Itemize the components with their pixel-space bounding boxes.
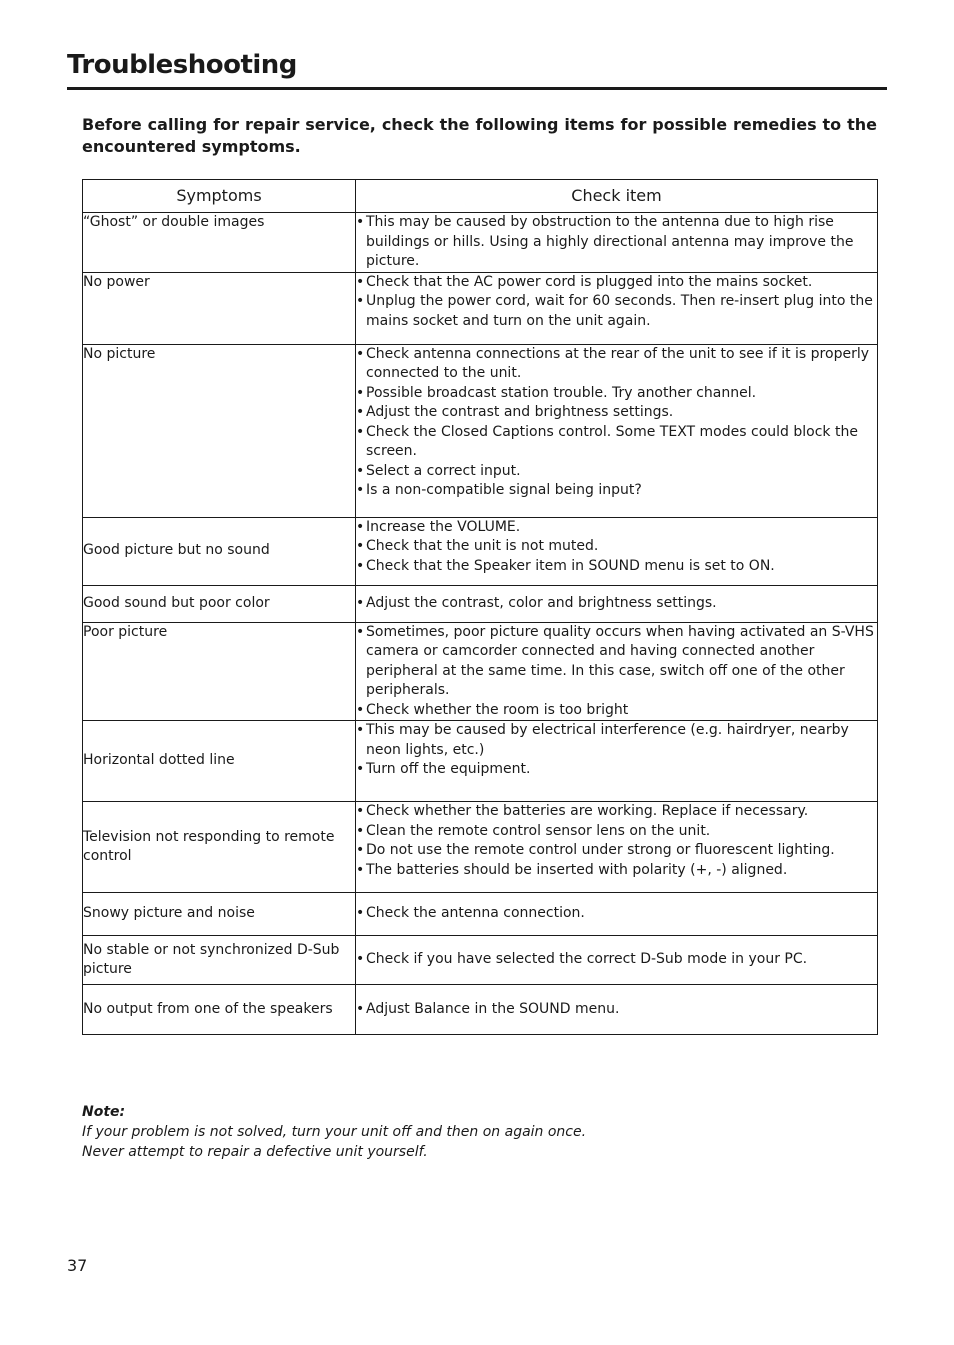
note — [82, 1102, 586, 1162]
check-cell — [356, 936, 878, 985]
note-label: Note: — [82, 1104, 126, 1120]
check-item: • Check that the Speaker item in SOUND menu is set to ON. — [356, 557, 877, 577]
check-item: • Select a correct input. — [356, 462, 877, 482]
symptom-cell — [83, 344, 356, 517]
symptom-text: Good picture but no sound — [83, 542, 270, 559]
check-list — [356, 518, 877, 577]
check-item: • This may be caused by obstruction to the antenna due to high rise buildings or hills. Using a highly directional antenna may improve the picture. — [356, 213, 877, 272]
check-cell — [356, 585, 878, 622]
table-row — [83, 936, 878, 985]
table-row — [83, 721, 878, 802]
check-item: • Do not use the remote control under strong or fluorescent lighting. — [356, 841, 877, 861]
symptom-cell — [83, 721, 356, 802]
table-row — [83, 344, 878, 517]
check-item: • Check the Closed Captions control. Some TEXT modes could block the screen. — [356, 423, 877, 462]
check-item-header: Check item — [356, 180, 878, 213]
check-item: • Adjust the contrast and brightness settings. — [356, 403, 877, 423]
table-row — [83, 622, 878, 721]
page-number: 37 — [67, 1256, 88, 1275]
table-row — [83, 893, 878, 936]
check-item: • Possible broadcast station trouble. Try another channel. — [356, 384, 877, 404]
note-line-2: Never attempt to repair a defective unit yourself. — [82, 1144, 428, 1160]
symptoms-header: Symptoms — [83, 180, 356, 213]
check-item: • Turn off the equipment. — [356, 760, 877, 780]
title-rule — [67, 87, 887, 90]
symptom-text: Horizontal dotted line — [83, 752, 235, 769]
page-title: Troubleshooting — [67, 50, 297, 80]
table-row — [83, 213, 878, 273]
check-list — [356, 1000, 877, 1020]
symptom-text: No picture — [83, 345, 156, 362]
symptom-cell — [83, 985, 356, 1035]
check-list — [356, 950, 877, 970]
note-line-1: If your problem is not solved, turn your unit off and then on again once. — [82, 1124, 587, 1140]
check-cell — [356, 802, 878, 893]
symptom-cell — [83, 585, 356, 622]
check-cell — [356, 893, 878, 936]
table-row — [83, 802, 878, 893]
table-body — [83, 213, 878, 1035]
symptom-text: No output from one of the speakers — [83, 1000, 333, 1017]
check-list — [356, 345, 877, 501]
table-header-row — [83, 180, 878, 213]
check-cell — [356, 272, 878, 344]
check-list — [356, 721, 877, 780]
check-item: • Unplug the power cord, wait for 60 seconds. Then re-insert plug into the mains socket and turn on the unit again. — [356, 292, 877, 331]
check-item: • Adjust the contrast, color and brightness settings. — [356, 594, 877, 614]
symptom-cell — [83, 622, 356, 721]
check-item: • Check whether the batteries are working. Replace if necessary. — [356, 802, 877, 822]
table-row — [83, 985, 878, 1035]
troubleshooting-table — [82, 179, 878, 1035]
check-cell — [356, 622, 878, 721]
check-cell — [356, 213, 878, 273]
check-item: • Check if you have selected the correct D-Sub mode in your PC. — [356, 950, 877, 970]
symptom-text: Television not responding to remote control — [83, 828, 335, 864]
check-item: • Sometimes, poor picture quality occurs when having activated an S-VHS camera or camcorder connected and having connected another peripheral at the same time. In this case, switch off one of the other peripherals. — [356, 623, 877, 701]
check-item: • Check that the AC power cord is plugged into the mains socket. — [356, 273, 877, 293]
check-list — [356, 904, 877, 924]
symptom-text: Good sound but poor color — [83, 594, 270, 611]
symptom-text: Snowy picture and noise — [83, 905, 255, 922]
check-list — [356, 594, 877, 614]
symptom-text: No stable or not synchronized D-Sub picture — [83, 941, 340, 977]
check-item: • Is a non-compatible signal being input? — [356, 481, 877, 501]
symptom-cell — [83, 272, 356, 344]
intro-text: Before calling for repair service, check the following items for possible remedies to the encountered symptoms. — [82, 115, 877, 156]
check-list — [356, 273, 877, 332]
symptom-text: No power — [83, 273, 150, 290]
check-item: • The batteries should be inserted with polarity (+, -) aligned. — [356, 861, 877, 881]
symptom-text: “Ghost” or double images — [83, 214, 265, 230]
check-item: • Check antenna connections at the rear of the unit to see if it is properly connected to the unit. — [356, 345, 877, 384]
check-item: • Check the antenna connection. — [356, 904, 877, 924]
symptom-cell — [83, 517, 356, 585]
table-row — [83, 517, 878, 585]
symptom-cell — [83, 802, 356, 893]
check-cell — [356, 721, 878, 802]
table-row — [83, 585, 878, 622]
symptom-text: Poor picture — [83, 623, 168, 640]
table-row — [83, 272, 878, 344]
check-list — [356, 802, 877, 880]
check-list — [356, 213, 877, 272]
check-item: • Increase the VOLUME. — [356, 518, 877, 538]
check-list — [356, 623, 877, 721]
check-item: • This may be caused by electrical interference (e.g. hairdryer, nearby neon lights, etc.) — [356, 721, 877, 760]
check-cell — [356, 344, 878, 517]
check-item: • Check that the unit is not muted. — [356, 537, 877, 557]
check-cell — [356, 517, 878, 585]
check-item: • Check whether the room is too bright — [356, 701, 877, 721]
check-cell — [356, 985, 878, 1035]
check-item: • Adjust Balance in the SOUND menu. — [356, 1000, 877, 1020]
symptom-cell — [83, 936, 356, 985]
symptom-cell — [83, 893, 356, 936]
symptom-cell — [83, 213, 356, 273]
check-item: • Clean the remote control sensor lens on the unit. — [356, 822, 877, 842]
